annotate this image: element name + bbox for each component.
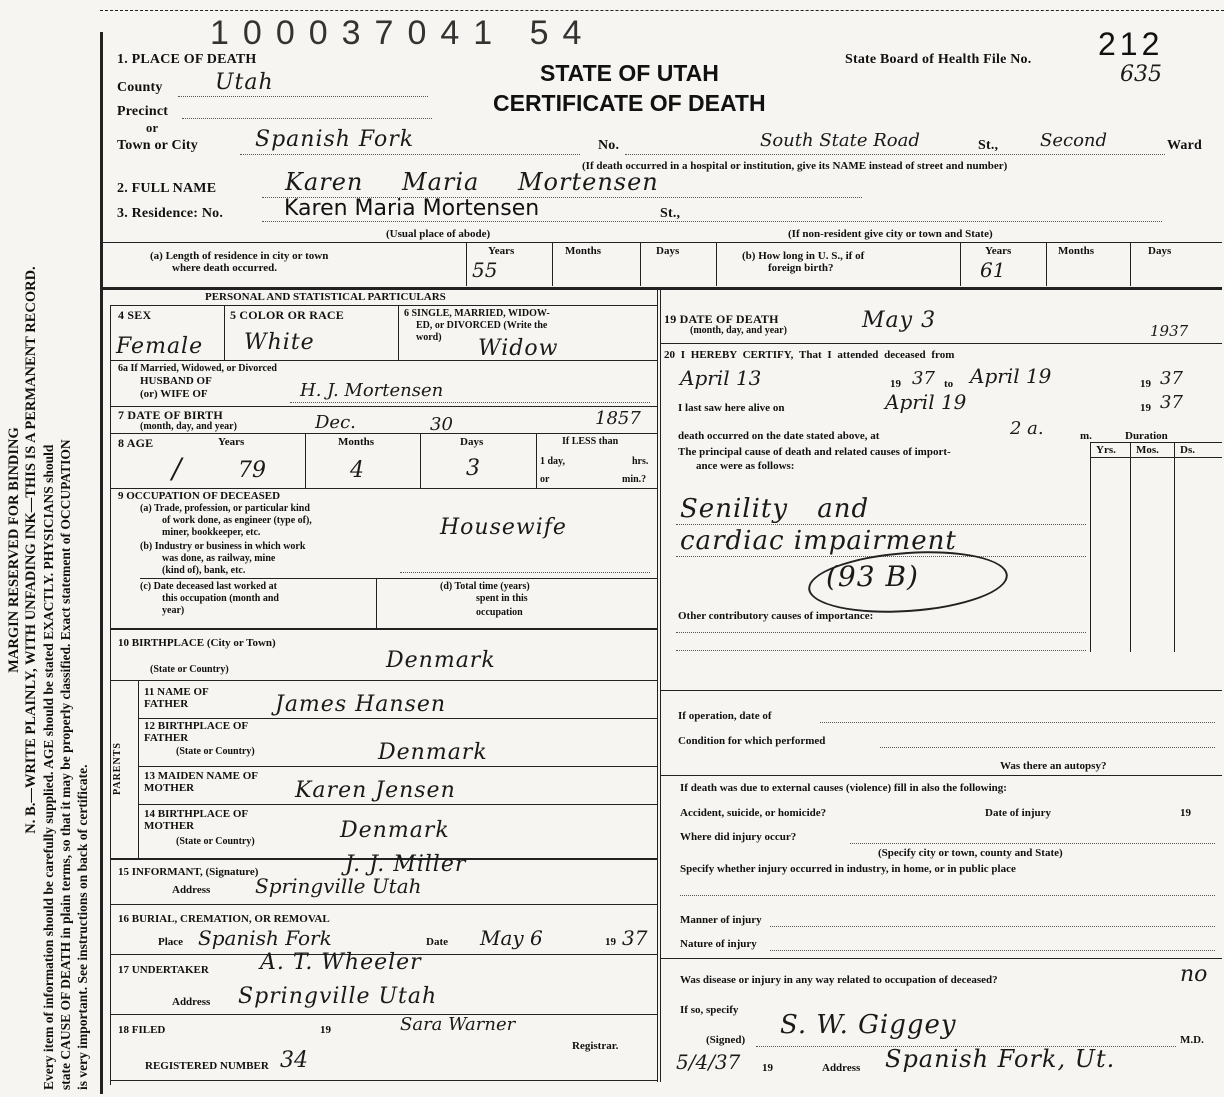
ward-label: Ward <box>1167 138 1203 153</box>
mother-label: 13 MAIDEN NAME OF MOTHER <box>144 770 258 794</box>
operation-label: If operation, date of <box>678 710 772 722</box>
occupation-c1: (c) Date deceased last worked at <box>140 581 277 592</box>
occupation-b2: was done, as railway, mine <box>162 553 276 564</box>
margin-instruction-line: is very important. See instructions on back of certificate. <box>75 764 90 1090</box>
burial-place-label: Place <box>158 936 184 948</box>
occupation-b1: (b) Industry or business in which work <box>140 541 306 552</box>
date-of-death-label: 19 DATE OF DEATH <box>664 312 779 326</box>
physician-address-value: Spanish Fork, Ut. <box>885 1045 1116 1073</box>
injury-location-sublabel: (Specify city or town, county and State) <box>878 847 1063 859</box>
burial-year-value: 37 <box>622 926 648 950</box>
state-heading: STATE OF UTAH <box>540 60 719 86</box>
street-number-label: No. <box>598 138 620 153</box>
occupation-related-value: no <box>1180 962 1208 987</box>
sex-label: 4 SEX <box>118 308 152 322</box>
undertaker-label: 17 UNDERTAKER <box>118 964 209 976</box>
injury-date-label: Date of injury <box>985 807 1051 819</box>
burial-date-label: Date <box>426 936 448 948</box>
spouse-label: 6a If Married, Widowed, or Divorced <box>118 363 277 374</box>
precinct-label: Precinct <box>117 104 169 119</box>
injury-place-type-label: Specify whether injury occurred in industry, in home, or in public place <box>680 863 1016 875</box>
date-of-death-value: May 3 <box>862 308 937 333</box>
to-label: to <box>944 378 954 390</box>
manner-label: Manner of injury <box>680 914 762 926</box>
county-value: Utah <box>215 70 274 95</box>
filed-year-prefix: 19 <box>320 1024 331 1036</box>
age-label: 8 AGE <box>118 436 154 450</box>
father-birthplace-sublabel: (State or Country) <box>176 746 255 757</box>
father-birthplace-value: Denmark <box>378 740 488 765</box>
cause-label: The principal cause of death and related causes of import- <box>678 446 951 458</box>
us-residence-label: (b) How long in U. S., if of <box>742 250 865 262</box>
undertaker-address-value: Springville Utah <box>238 984 438 1009</box>
file-number-label: State Board of Health File No. <box>845 52 1032 67</box>
us-months-header: Months <box>1058 245 1095 257</box>
spouse-value: H. J. Mortensen <box>300 380 444 401</box>
file-number: 212 <box>1098 26 1164 62</box>
registrar-label: Registrar. <box>572 1040 619 1052</box>
operation-condition-label: Condition for which performed <box>678 735 826 747</box>
physician-address-label: Address <box>822 1062 861 1074</box>
date-of-death-sublabel: (month, day, and year) <box>690 325 787 336</box>
residence-st-label: St., <box>660 206 681 221</box>
informant-value: J. J. Miller <box>345 852 467 877</box>
parents-label: PARENTS <box>112 742 123 795</box>
occupation-related-label: Was disease or injury in any way related to occupation of deceased? <box>680 974 998 986</box>
town-label: Town or City <box>117 138 198 153</box>
nonresident-note: (If non-resident give city or town and State) <box>788 228 993 240</box>
certify-label: 20 I HEREBY CERTIFY, That I attended deceased from <box>664 349 955 361</box>
burial-label: 16 BURIAL, CREMATION, OR REMOVAL <box>118 913 330 925</box>
place-of-death-heading: 1. PLACE OF DEATH <box>117 52 257 67</box>
mother-birthplace-label: 14 BIRTHPLACE OF MOTHER <box>144 808 248 832</box>
occupation-c2: this occupation (month and <box>162 593 279 604</box>
serial-number: 100037041 54 <box>210 14 596 52</box>
contributory-label: Other contributory causes of importance: <box>678 610 874 622</box>
days-header: Days <box>656 245 680 257</box>
mother-value: Karen Jensen <box>295 778 456 803</box>
if-so-label: If so, specify <box>680 1004 739 1016</box>
hospital-note: (If death occurred in a hospital or institution, give its NAME instead of street and number) <box>582 160 1008 172</box>
injury-location-label: Where did injury occur? <box>680 831 797 843</box>
age-days-header: Days <box>460 436 484 448</box>
margin-nb-note: N. B.—WRITE PLAINLY, WITH UNFADING INK—THIS IS A PERMANENT RECORD. <box>23 266 39 834</box>
certificate-title: CERTIFICATE OF DEATH <box>493 90 766 116</box>
dob-sublabel: (month, day, and year) <box>140 421 237 432</box>
hrs-label: hrs. <box>632 456 649 467</box>
us-years-header: Years <box>985 245 1012 257</box>
margin-instructions <box>6 10 91 1090</box>
cause-line-1: Senility and <box>680 494 870 524</box>
occupation-value: Housewife <box>440 515 567 540</box>
birthplace-label: 10 BIRTHPLACE (City or Town) <box>118 637 276 649</box>
residence-label: 3. Residence: No. <box>117 206 224 221</box>
registered-number-label: REGISTERED NUMBER <box>145 1060 269 1072</box>
death-time-label: death occurred on the date stated above, at <box>678 430 880 442</box>
informant-label: 15 INFORMANT, (Signature) <box>118 866 259 878</box>
to-year-prefix: 19 <box>1140 378 1151 390</box>
occupation-c3: year) <box>162 605 185 616</box>
sex-value: Female <box>116 334 204 359</box>
age-months-value: 4 <box>350 458 364 483</box>
occupation-a1: (a) Trade, profession, or particular kind <box>140 503 310 514</box>
dob-year-value: 1857 <box>595 408 641 429</box>
occupation-label: 9 OCCUPATION OF DECEASED <box>118 490 281 502</box>
father-label: 11 NAME OF FATHER <box>144 686 209 710</box>
length-residence-label-2: where death occurred. <box>172 262 277 274</box>
or-min-label: or <box>540 474 550 485</box>
cause-code: (93 B) <box>826 560 919 593</box>
margin-instruction-line: state CAUSE OF DEATH in plain terms, so that it may be properly classified. Exact statement of OCCUPATION <box>58 439 73 1090</box>
years-col-header: Yrs. <box>1096 444 1116 456</box>
accident-label: Accident, suicide, or homicide? <box>680 807 827 819</box>
nature-label: Nature of injury <box>680 938 757 950</box>
age-months-header: Months <box>338 436 375 448</box>
birthplace-value: Denmark <box>386 648 496 673</box>
to-year-value: 37 <box>1160 368 1183 389</box>
husband-label: HUSBAND OF <box>140 375 212 387</box>
burial-date-value: May 6 <box>480 926 543 950</box>
full-name-value: Karen Maria Mortensen <box>285 168 659 196</box>
informant-address-value: Springville Utah <box>255 874 422 898</box>
cause-label-2: ance were as follows: <box>696 460 795 472</box>
certificate-date-year-prefix: 19 <box>762 1062 773 1074</box>
us-residence-label-2: foreign birth? <box>768 262 834 274</box>
or-label: or <box>146 121 159 135</box>
mother-birthplace-value: Denmark <box>340 818 450 843</box>
occupation-d2: spent in this <box>476 593 528 604</box>
attended-to-value: April 19 <box>970 364 1052 388</box>
age-years-header: Years <box>218 436 245 448</box>
usual-abode-note: (Usual place of abode) <box>386 228 491 240</box>
cause-line-2: cardiac impairment <box>680 526 957 556</box>
street-value: South State Road <box>760 130 920 151</box>
physician-signature: S. W. Giggey <box>780 1010 957 1040</box>
from-year-value: 37 <box>912 368 935 389</box>
residence-value: Karen Maria Mortensen <box>284 196 540 221</box>
min-label: min.? <box>622 474 647 485</box>
full-name-label: 2. FULL NAME <box>117 181 217 196</box>
external-causes-label: If death was due to external causes (violence) fill in also the following: <box>680 782 1007 794</box>
occupation-d3: occupation <box>476 607 523 618</box>
date-of-death-year: 1937 <box>1150 322 1189 340</box>
md-label: M.D. <box>1180 1034 1204 1046</box>
last-seen-value: April 19 <box>885 390 967 414</box>
dob-month-value: Dec. <box>315 412 356 433</box>
undertaker-value: A. T. Wheeler <box>260 950 422 975</box>
county-label: County <box>117 80 163 95</box>
occupation-b3: (kind of), bank, etc. <box>162 565 246 576</box>
marital-label-3: word) <box>416 332 442 343</box>
last-seen-year-value: 37 <box>1160 392 1183 413</box>
burial-year-prefix: 19 <box>605 936 616 948</box>
attended-from-value: April 13 <box>680 366 762 390</box>
registered-number-value: 34 <box>280 1048 308 1073</box>
personal-heading: PERSONAL AND STATISTICAL PARTICULARS <box>205 291 446 303</box>
months-col-header: Mos. <box>1136 444 1159 456</box>
undertaker-address-label: Address <box>172 996 211 1008</box>
duration-header: Duration <box>1125 430 1168 442</box>
one-day-label: 1 day, <box>540 456 566 467</box>
us-years-value: 61 <box>980 258 1006 282</box>
father-value: James Hansen <box>275 692 447 717</box>
top-border <box>100 10 1224 11</box>
length-residence-label: (a) Length of residence in city or town <box>150 250 329 262</box>
filed-label: 18 FILED <box>118 1024 166 1036</box>
marital-label-2: ED, or DIVORCED (Write the <box>416 320 548 331</box>
injury-year-prefix: 19 <box>1180 807 1191 819</box>
certificate-date-value: 5/4/37 <box>676 1050 741 1074</box>
margin-instruction-line: Every item of information should be carefully supplied. AGE should be stated EXACTLY. PHYSICIANS should <box>41 444 56 1090</box>
age-years-value: 79 <box>238 458 266 483</box>
months-header: Months <box>565 245 602 257</box>
less-than-label: If LESS than <box>562 436 619 447</box>
burial-place-value: Spanish Fork <box>198 926 332 950</box>
wife-label: (or) WIFE OF <box>140 388 208 400</box>
death-time-m-label: m. <box>1080 430 1092 442</box>
color-label: 5 COLOR OR RACE <box>230 308 345 322</box>
father-birthplace-label: 12 BIRTHPLACE OF FATHER <box>144 720 248 744</box>
ward-value: Second <box>1040 130 1108 151</box>
dob-label: 7 DATE OF BIRTH <box>118 408 223 422</box>
file-number-handwritten: 635 <box>1120 62 1162 87</box>
birthplace-sublabel: (State or Country) <box>150 664 229 675</box>
occupation-d1: (d) Total time (years) <box>440 581 530 592</box>
last-seen-label: I last saw here alive on <box>678 402 785 414</box>
left-border <box>100 32 103 1094</box>
margin-binding-note: MARGIN RESERVED FOR BINDING <box>6 427 22 673</box>
dob-day-value: 30 <box>430 414 453 435</box>
mother-birthplace-sublabel: (State or Country) <box>176 836 255 847</box>
occupation-a3: miner, bookkeeper, etc. <box>162 527 261 538</box>
us-days-header: Days <box>1148 245 1172 257</box>
registrar-value: Sara Warner <box>400 1014 516 1035</box>
days-col-header: Ds. <box>1180 444 1195 456</box>
last-seen-year-prefix: 19 <box>1140 402 1151 414</box>
informant-address-label: Address <box>172 884 211 896</box>
years-header: Years <box>488 245 515 257</box>
autopsy-label: Was there an autopsy? <box>1000 760 1107 772</box>
town-value: Spanish Fork <box>255 127 415 152</box>
st-label: St., <box>978 138 999 153</box>
color-value: White <box>244 330 315 355</box>
death-time-value: 2 a. <box>1010 418 1044 439</box>
marital-label: 6 SINGLE, MARRIED, WIDOW- <box>404 308 550 319</box>
marital-value: Widow <box>478 336 559 361</box>
occupation-a2: of work done, as engineer (type of), <box>162 515 312 526</box>
from-year-prefix: 19 <box>890 378 901 390</box>
age-days-value: 3 <box>466 456 480 481</box>
residence-years-value: 55 <box>472 258 498 282</box>
signed-label: (Signed) <box>706 1034 746 1046</box>
